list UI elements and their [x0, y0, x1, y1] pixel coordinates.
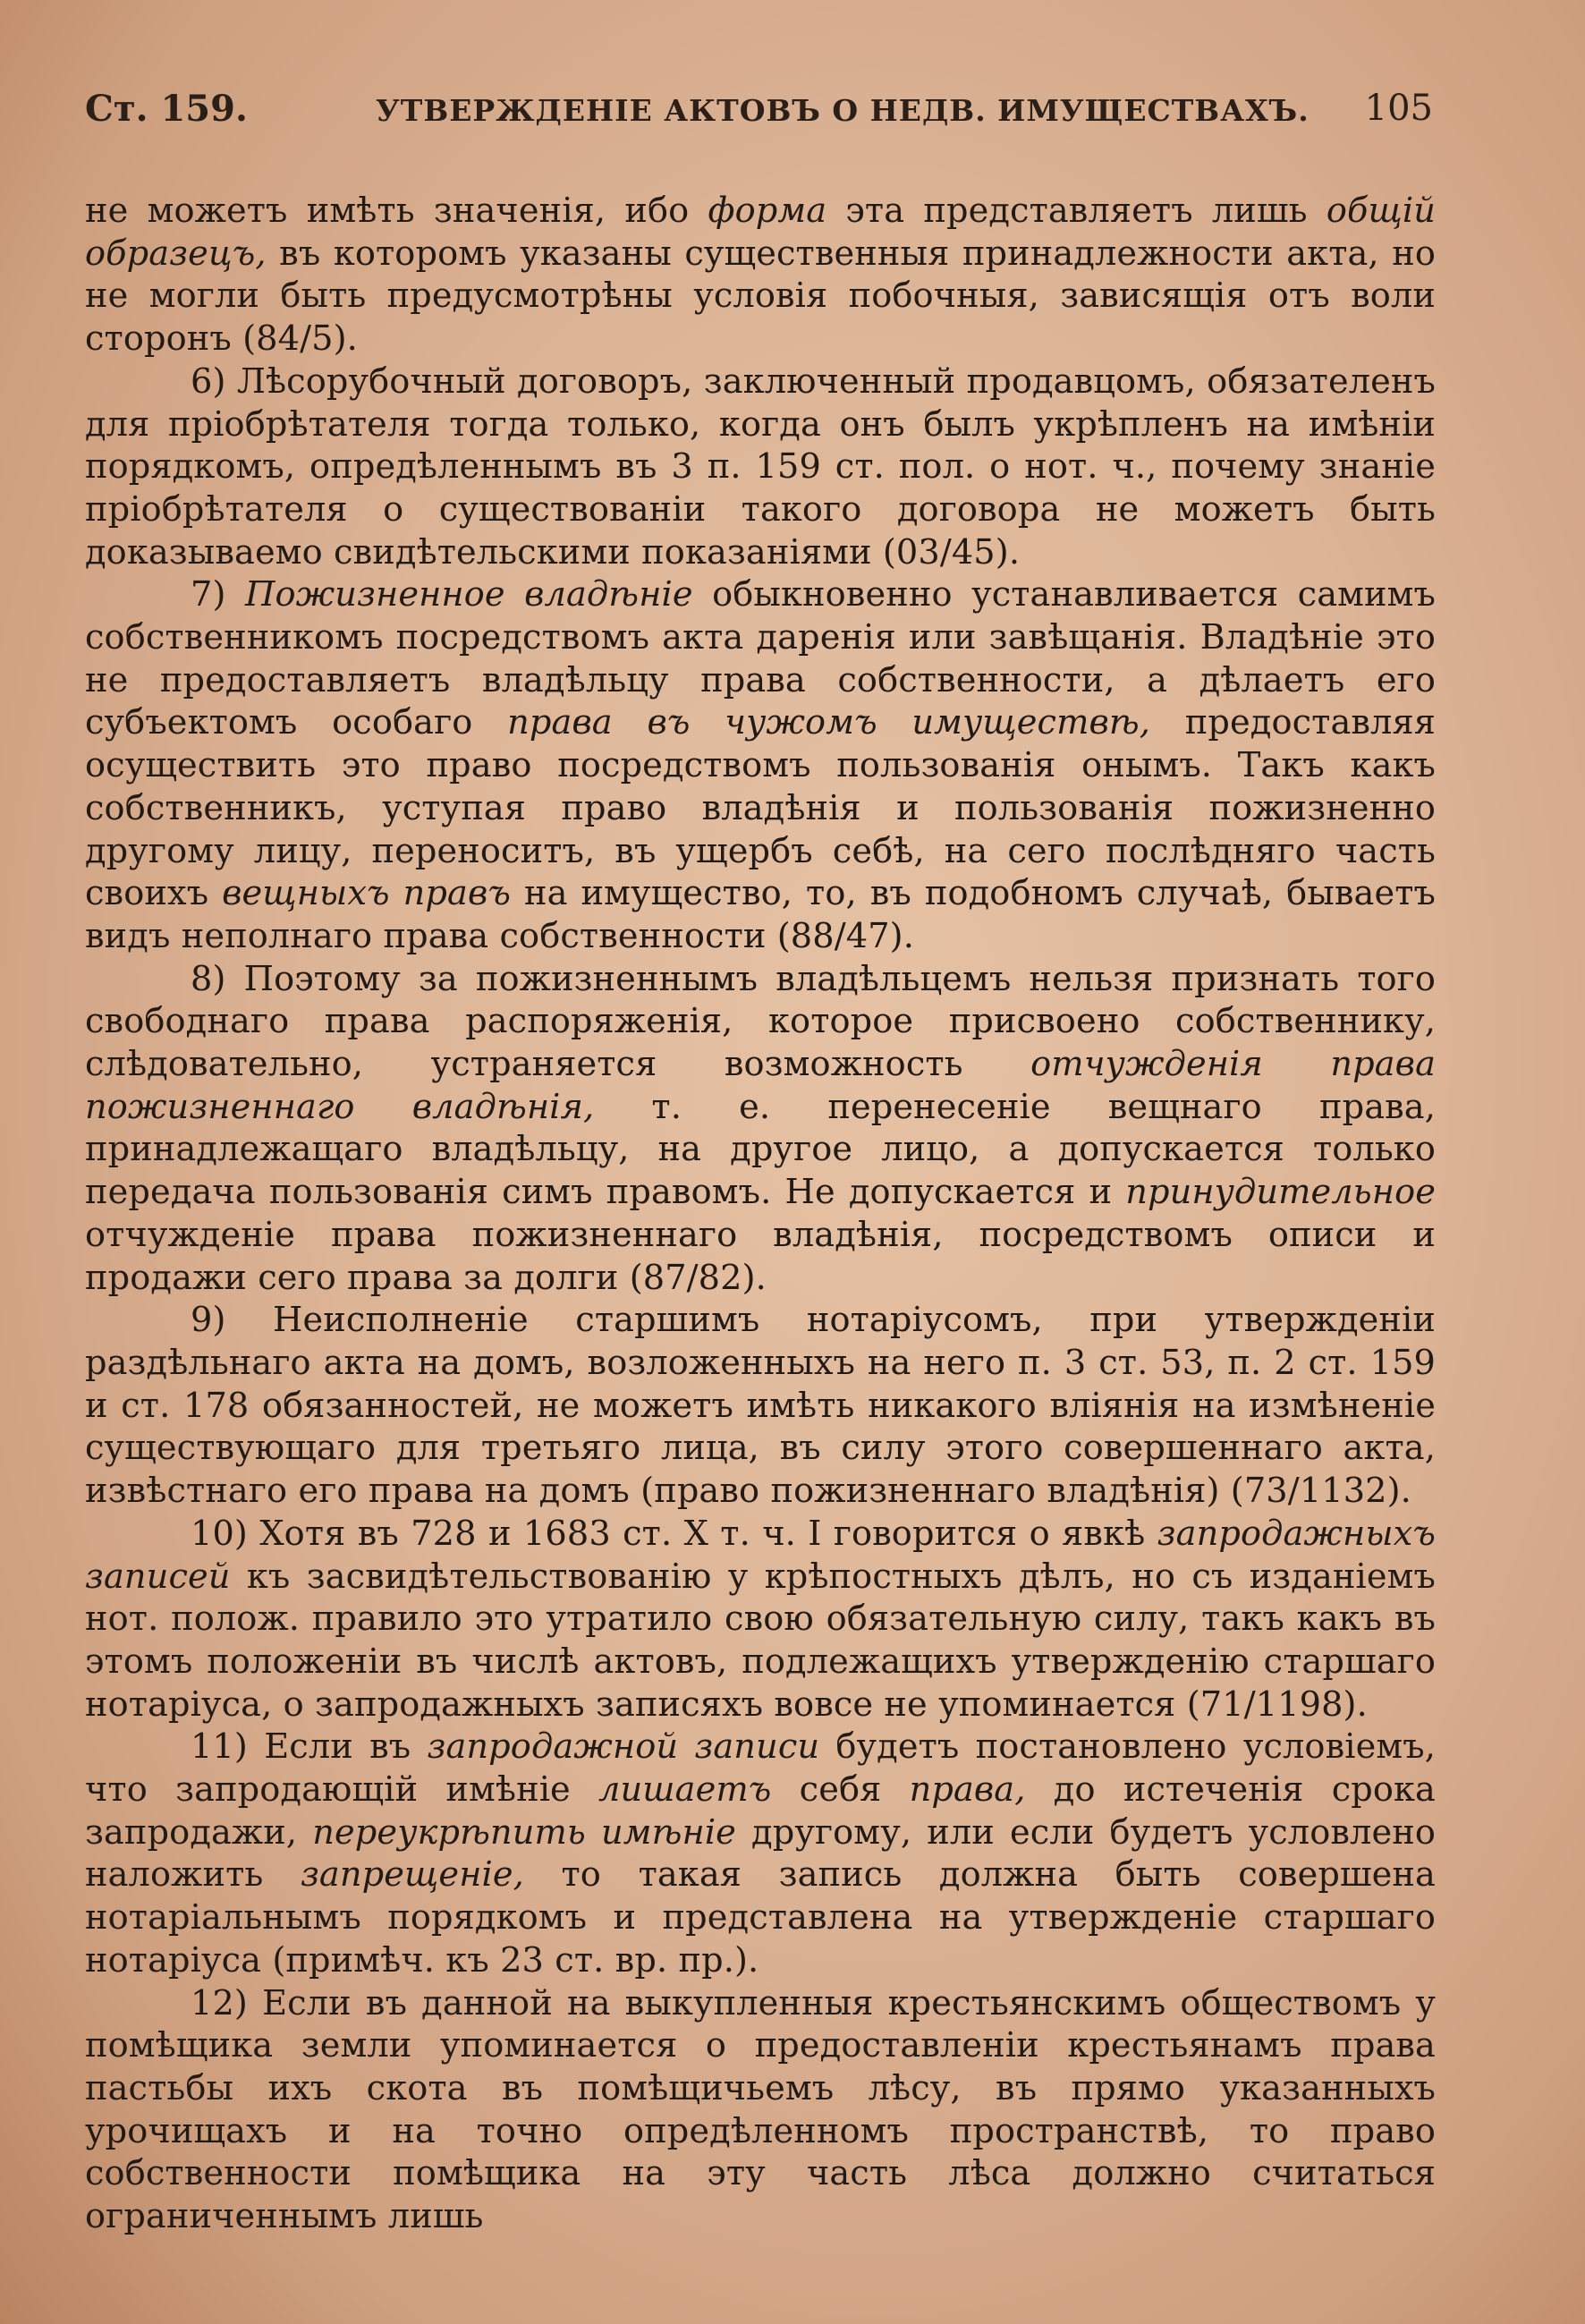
italic-text-run: принудительное	[1125, 1172, 1436, 1213]
paragraph-7	[85, 573, 1436, 957]
paragraph-continued	[85, 190, 1436, 360]
italic-text-run: права въ чужомъ имуществѣ,	[507, 702, 1151, 743]
text-run: въ которомъ указаны существенныя принадлежности акта, но не могли быть предусмотрѣны условія побочныя, зависящія отъ воли сторонъ (84/5).	[85, 233, 1436, 360]
text-run: не можетъ имѣть значенія, ибо	[85, 191, 708, 231]
italic-text-run: общій образецъ,	[85, 191, 1436, 274]
text-run: обыкновенно устанавливается самимъ собственникомъ посредствомъ акта даренія или завѣщанія. Владѣніе это не предоставляетъ владѣльцу права собственности, а дѣлаетъ его субъектомъ особаго	[85, 574, 1437, 743]
text-run: то такая запись должна быть совершена нотаріальнымъ порядкомъ и представлена на утвержденіе старшаго нотаріуса (примѣч. къ 23 ст. вр. пр.).	[85, 1854, 1436, 1980]
text-run: себя	[771, 1769, 910, 1811]
italic-text-run: Пожизненное владѣніе	[244, 574, 693, 615]
page-number: 105	[1364, 88, 1433, 129]
italic-text-run: запродажныхъ записей	[85, 1513, 1436, 1597]
text-run: отчужденіе права пожизненнаго владѣнія, посредствомъ описи и продажи сего права за долги (87/82).	[85, 1214, 1436, 1298]
italic-text-run: права,	[909, 1769, 1026, 1811]
running-title: УТВЕРЖДЕНІЕ АКТОВЪ О НЕДВ. ИМУЩЕСТВАХЪ.	[376, 93, 1310, 128]
text-run: будетъ постановлено условіемъ, что запродающій имѣніе	[85, 1726, 1436, 1811]
text-run: 8) Поэтому за пожизненнымъ владѣльцемъ нельзя признать того свободнаго права распоряженія, которое присвоено собственнику, слѣдовательно, устраняется возможность	[85, 958, 1436, 1085]
text-run: 6) Лѣсорубочный договоръ, заключенный продавцомъ, обязателенъ для пріобрѣтателя тогда только, когда онъ былъ укрѣпленъ на имѣніи порядкомъ, опредѣленнымъ въ 3 п. 159 ст. пол. о нот. ч., почему знаніе пріобрѣтателя о существованіи такого договора не можетъ быть доказываемо свидѣтельскими показаніями (03/45).	[85, 360, 1436, 573]
paragraph-6	[85, 360, 1436, 574]
text-run: 9) Неисполненіе старшимъ нотаріусомъ, при утвержденіи раздѣльнаго акта на домъ, возложенныхъ на него п. 3 ст. 53, п. 2 ст. 159 и ст. 178 обязанностей, не можетъ имѣть никакого вліянія на измѣненіе существующаго для третьяго лица, въ силу этого совершеннаго акта, извѣстнаго его права на домъ (право пожизненнаго владѣнія) (73/1132).	[85, 1300, 1436, 1512]
italic-text-run: лишаетъ	[598, 1769, 772, 1811]
italic-text-run: запродажной записи	[427, 1726, 820, 1768]
article-reference: Ст. 159.	[85, 88, 248, 130]
paragraph-8	[85, 958, 1436, 1300]
text-run: 12) Если въ данной на выкупленныя крестьянскимъ обществомъ у помѣщика земли упоминается о предоставленіи крестьянамъ права пастьбы ихъ скота въ помѣщичьемъ лѣсу, въ прямо указанныхъ урочищахъ и на точно опредѣленномъ пространствѣ, то право собственности помѣщика на эту часть лѣса должно считаться ограниченнымъ лишь	[85, 1982, 1436, 2237]
paragraph-12	[85, 1982, 1436, 2238]
text-run: до истеченія срока запродажи,	[85, 1769, 1436, 1853]
italic-text-run: отчужденія права пожизненнаго владѣнія,	[85, 1044, 1436, 1127]
paragraph-11	[85, 1726, 1436, 1981]
text-run: 11) Если въ	[191, 1726, 428, 1768]
text-run: т. е. перенесеніе вещнаго права, принадлежащаго владѣльцу, на другое лицо, а допускается только передача пользованія симъ правомъ. Не допускается и	[85, 1086, 1436, 1213]
italic-text-run: вещныхъ правъ	[222, 873, 511, 914]
text-run: эта представляетъ лишь	[826, 191, 1326, 231]
text-run: другому, или если будетъ условлено наложить	[85, 1811, 1436, 1896]
paragraph-10	[85, 1513, 1436, 1726]
text-run: 10) Хотя въ 728 и 1683 ст. X т. ч. I говорится о явкѣ	[191, 1513, 1157, 1554]
paragraph-9	[85, 1299, 1436, 1513]
body-text	[85, 190, 1436, 2238]
running-header	[85, 88, 1433, 141]
text-run: на имущество, то, въ подобномъ случаѣ, бываетъ видъ неполнаго права собственности (88/47).	[85, 873, 1436, 956]
text-run: предоставляя осуществить это право посредствомъ пользованія онымъ. Такъ какъ собственникъ, уступая право владѣнія и пользованія пожизненно другому лицу, переноситъ, въ ущербъ себѣ, на сего послѣдняго часть своихъ	[85, 702, 1436, 914]
italic-text-run: форма	[708, 191, 827, 231]
italic-text-run: переукрѣпить имѣніе	[312, 1811, 736, 1853]
italic-text-run: запрещеніе,	[300, 1854, 524, 1896]
text-run: 7)	[191, 574, 245, 615]
text-run: къ засвидѣтельствованію у крѣпостныхъ дѣлъ, но съ изданіемъ нот. полож. правило это утратило свою обязательную силу, такъ какъ въ этомъ положеніи въ числѣ актовъ, подлежащихъ утвержденію старшаго нотаріуса, о запродажныхъ записяхъ вовсе не упоминается (71/1198).	[85, 1556, 1436, 1725]
